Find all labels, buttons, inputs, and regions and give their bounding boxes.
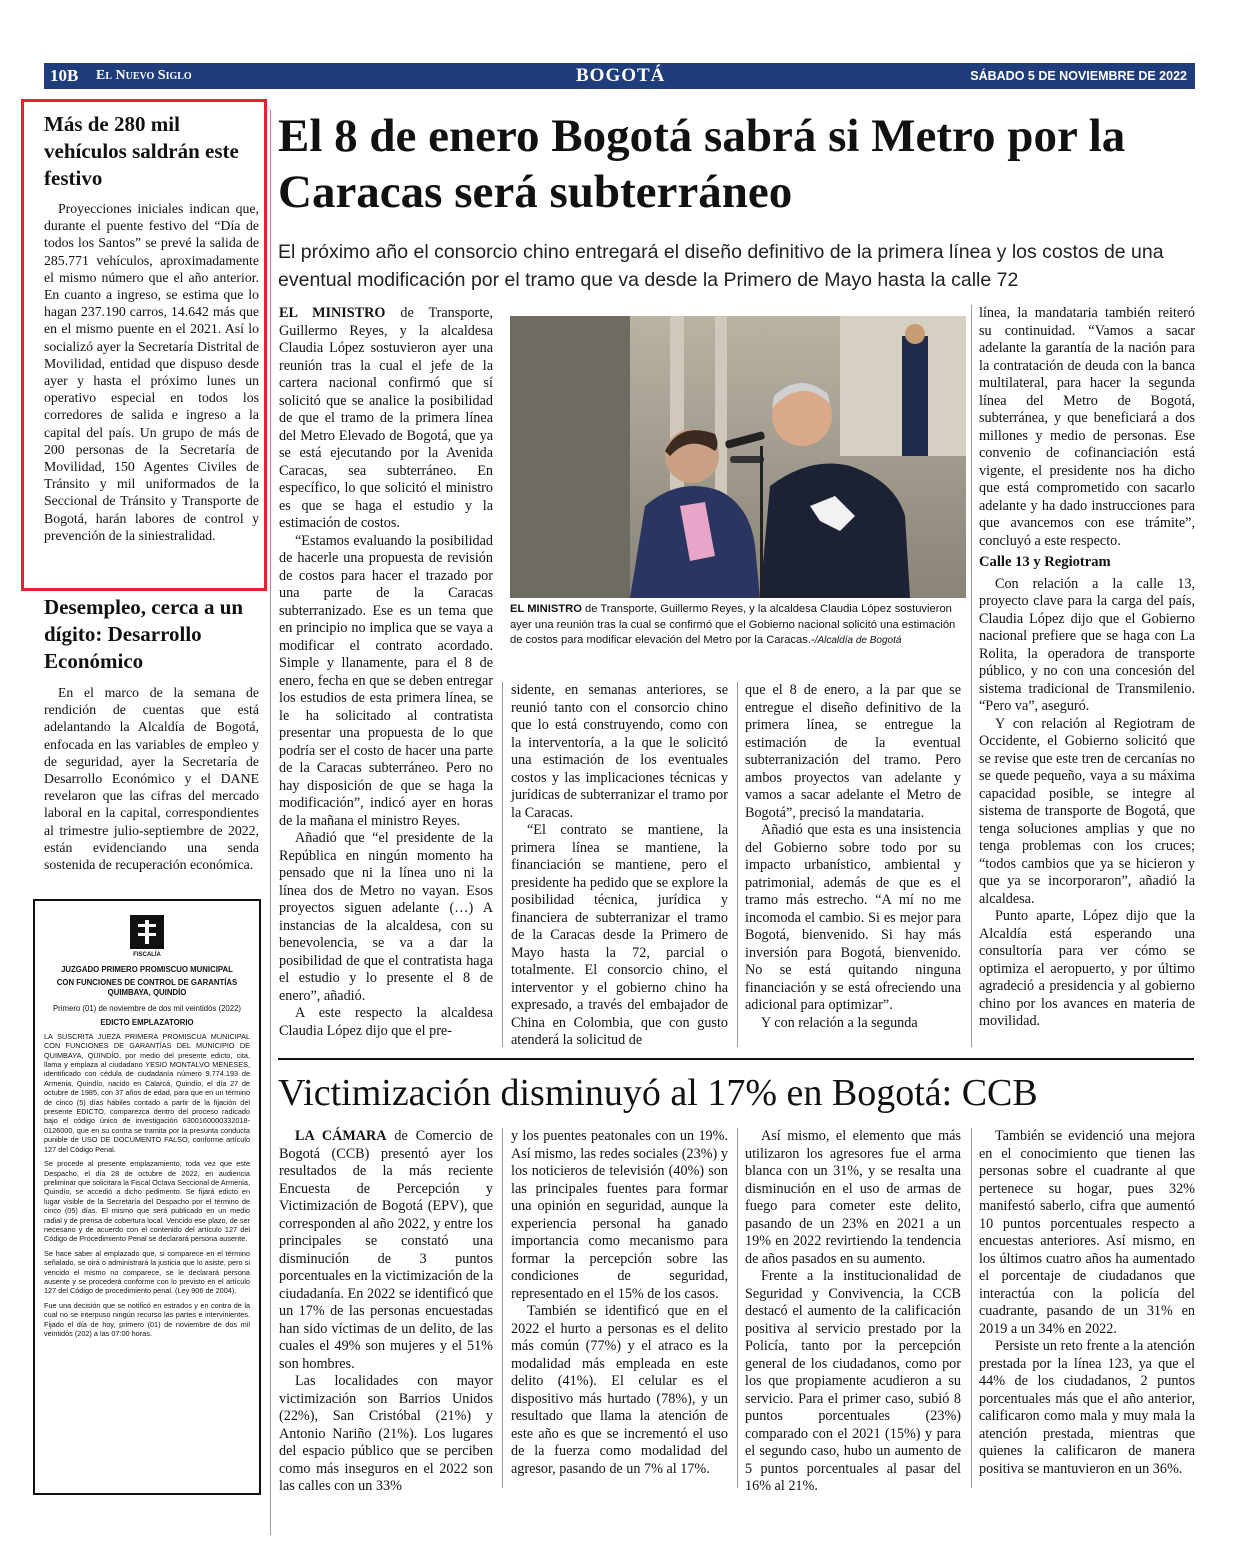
column-divider [971, 305, 972, 1047]
section-divider [278, 1058, 1194, 1060]
sidebar-headline: Más de 280 mil vehículos saldrán este festivo [44, 112, 239, 190]
column-divider [502, 682, 503, 1047]
scales-icon [130, 915, 164, 949]
column-divider [737, 682, 738, 1047]
publication-date: SÁBADO 5 DE NOVIEMBRE DE 2022 [970, 69, 1187, 83]
article2-column-4: También se evidenció una mejora en el conocimiento que tienen las personas sobre el cuadrante al que pertenece su hogar, pues 32% manifestó saberlo, cifra que aumentó 10 puntos porcentuales respecto a encuestas anteriores. Así mismo, en los últimos cuatro años ha aumentado el porcentaje de ciudadanos que interactúa con la policía del cuadrante, pasando de un 31% en 2019 a un 34% en 2022. Persiste un reto frente a la atención prestada por la línea 123, ya que el 44% de los ciudadanos, 2 puntos porcentuales más que el año anterior, calificaron como mala y muy mala la atención prestada, mientras que quienes la calificaron de manera positiva se mantuvieron en un 36%. [979, 1128, 1195, 1477]
lead-word: EL MINISTRO [279, 305, 386, 321]
legal-notice-box: FISCALÍA JUZGADO PRIMERO PROMISCUO MUNICIPAL CON FUNCIONES DE CONTROL DE GARANTÍAS QUIMBAYA, QUINDÍO Primero (01) de noviembre de dos mil veintidós (2022) EDICTO EMPLAZATORIO LA SUSCRITA JUEZA PRIMERA PROMISCUA MUNICIPAL CON FUNCIONES DE GARANTÍAS DEL MUNICIPIO DE QUIMBAYA, QUINDÍO, por medio del presente edicto, cita, llama y emplaza al ciudadano YESID MONTALVO MENESES, identificado con cédula de ciudadanía número 9.774.193 de Armenia, Quindío, nacido en Calarcá, Quindío, el día 27 de octubre de 1985, con 37 años de edad, para que en un término de cinco (5) días hábiles contado a partir de la fijación del presente EDICTO, comparezca dentro del proceso radicado bajo el código único de investigación 630016000033201​8-0126000, que en su contra se tramita por la presunta conducta punible de USO DE DOCUMENTO FALSO, conforme artículo 127 del Código Penal. Se procede al presente emplazamiento, toda vez que este Despacho, el día 28 de octubre de 2022, en audiencia preliminar que solicitara la Fiscal Octava Seccional de Armenia, Quindío, se accedió a dicho pedimento. Se fijará edicto en lugar visible de la Secretaría del Despacho por el término de cinco (05) días. El mismo que será publicado en un medio radial y de prensa de cobertura local. Vencido ese plazo, de ser necesario y de acuerdo con el contenido del artículo 127 del Código de Procedimiento Penal se declarará persona ausente. Se hace saber al emplazado que, si comparece en el término señalado, se oirá o administrará la justicia que lo asiste, pero si vencido el mismo no comparece, se le declarará persona ausente y se procederá conforme con lo previsto en el artículo 127 del Código de procedimiento penal. (Ley 906 de 2004). Fue una decisión que se notificó en estrados y en contra de la cual no se interpuso ningún recurso las partes e intervinientes. Fijado el día de hoy, primero (01) de noviembre de dos mil veintidós (202) a las 07:00 horas. [33, 899, 261, 1495]
notice-paragraph: Se procede al presente emplazamiento, toda vez que este Despacho, el día 28 de octubre de 2022, en audiencia preliminar que solicitara la Fiscal Octava Seccional de Armenia, Quindío, se accedió a dicho pedimento. Se fijará edicto en lugar visible de la Secretaría del Despacho por el término de cinco (05) días. El mismo que será publicado en un medio radial y de prensa de cobertura local. Vencido ese plazo, de ser necesario y de acuerdo con el contenido del artículo 127 del Código de Procedimiento Penal se declarará persona ausente. [44, 1159, 250, 1244]
page-header-bar [44, 63, 1195, 89]
article2-column-1: LA CÁMARA de Comercio de Bogotá (CCB) presentó ayer los resultados de la más reciente Encuesta de Percepción y Victimización de Bogotá (EPV), que corresponden al año 2022, y entre los principales se constató una disminución de 3 puntos porcentuales en la victimización de la ciudadanía. En 2022 se identificó que un 17% de las personas encuestadas han sido víctimas de un delito, de las cuales el 49% son mujeres y el 51% son hombres. Las localidades con mayor victimización son Barrios Unidos (22%), San Cristóbal (21%) y Antonio Nariño (21%). Los lugares del espacio público que se perciben como más inseguros en el 2022 son las calles con un 33% [279, 1128, 494, 1494]
sidebar-body: En el marco de la semana de rendición de cuentas que está adelantando la Alcaldía de Bogotá, enfocada en las variables de empleo y de seguridad, ayer la Secretaría de Desarrollo Económico y el DANE revelaron que las cifras del mercado laboral en la capital, correspondientes al trimestre julio-septiembre de 2022, están evidenciando una senda sostenida de recuperación económica. [44, 685, 259, 873]
article-column-1: EL MINISTRO de Transporte, Guillermo Reyes, y la alcaldesa Claudia López sostuvieron ayer una reunión tras la cual el jefe de la cartera nacional confirmó que sí solicitó que se analice la posibilidad de que el tramo de la primera línea del Metro Elevado de Bogotá, que ya se está ejecutando por la Avenida Caracas, sea subterráneo. En específico, lo que solicitó el ministro es que se haga el estudio y la estimación de costos. “Estamos evaluando la posibilidad de hacerle una propuesta de revisión de costos para hacer el trazado por una parte de la Caracas subterranizado. Ese es un tema que en principio no implica que se vaya a modificar el contrato acordado. Simple y llanamente, para el 8 de enero, fecha en que se deben entregar los estudios de esta primera línea, se le ha solicitado al contratista presentar una propuesta de lo que podría ser el costo de hacer una parte de la Caracas subterráneo. Pero no hay disposición de que se haga la modificación”, indicó ayer en horas de la mañana el ministro Reyes. Añadió que “el presidente de la República en ningún momento ha pensado que ni la línea uno ni la línea dos de Metro no vayan. Esos proyectos siguen adelante (…) A instancias de la alcaldesa, con su benevolencia, se va a dar la posibilidad de que el contratista haga el estudio y lo presente el 8 de enero”, añadió. A este respecto la alcaldesa Claudia López dijo que el pre- [279, 305, 493, 1039]
article-deck: El próximo año el consorcio chino entregará el diseño definitivo de la primera línea y los costos de una eventual modificación por el tramo que va desde la Primero de Mayo hasta la calle 72 [278, 241, 1164, 291]
officials-press-photo [510, 316, 966, 598]
column-divider [502, 1128, 503, 1488]
page-number: 10B [50, 66, 79, 85]
newspaper-name: El Nuevo Siglo [96, 68, 192, 83]
notice-paragraph: Se hace saber al emplazado que, si comparece en el término señalado, se oirá o administrará la justicia que lo asiste, pero si vencido el mismo no comparece, se le declarará persona ausente y se procederá conforme con lo previsto en el artículo 127 del Código de procedimiento penal. (Ley 906 de 2004). [44, 1248, 250, 1296]
subheading: Calle 13 y Regiotram [979, 554, 1111, 570]
article2-column-2: y los puentes peatonales con un 19%. Así mismo, las redes sociales (23%) y los noticieros de televisión (40%) son las principales fuentes para formar una opinión en seguridad, aunque la experiencia personal ha ganado importancia como mecanismo para formar la percepción sobre las condiciones de seguridad, representado en el 15% de los casos. También se identificó que en el 2022 el hurto a personas es el delito más común (77%) y el atraco es la modalidad más empleada en este delito (41%). El celular es el dispositivo más hurtado (78%), y un resultado que llama la atención de este año es que se incrementó el uso de la fuerza como modalidad del agresor, pasando de un 7% al 17%. [511, 1128, 728, 1477]
notice-paragraph: LA SUSCRITA JUEZA PRIMERA PROMISCUA MUNICIPAL CON FUNCIONES DE GARANTÍAS DEL MUNICIPIO DE QUIMBAYA, QUINDÍO, por medio del presente edicto, cita, llama y emplaza al ciudadano YESID MONTALVO MENESES, identificado con cédula de ciudadanía número 9.774.193 de Armenia, Quindío, nacido en Calarcá, Quindío, el día 27 de octubre de 1985, con 37 años de edad, para que en un término de cinco (5) días hábiles contado a partir de la fijación del presente EDICTO, comparezca dentro del proceso radicado bajo el código único de investigación 630016000033201​8-0126000, que en su contra se tramita por la presunta conducta punible de USO DE DOCUMENTO FALSO, conforme artículo 127 del Código Penal. [44, 1031, 250, 1154]
secondary-headline: Victimización disminuyó al 17% en Bogotá: CCB [278, 1072, 1038, 1114]
main-headline: El 8 de enero Bogotá sabrá si Metro por la Caracas será subterráneo [278, 110, 1126, 218]
article-column-4: línea, la mandataria también reiteró su continuidad. “Vamos a sacar adelante la garantía de la nación para la contratación de deuda con la banca multilateral, para hacer la segunda línea del Metro de Bogotá, subterránea, y que beneficiará a dos millones y medio de personas. Ese convenio de cofinanciación está vigente, el presidente nos ha dicho que está comprometido con sacarlo adelante y ha dado instrucciones para que avancemos con ese trámite”, concluyó a este respecto. Calle 13 y Regiotram Con relación a la calle 13, proyecto clave para la carga del país, Claudia López dijo que el Gobierno nacional prefiere que se haga con La Rolita, la operadora de transporte público, y no con una concesión del sistema tradicional de Transmilenio. “Pero va”, aseguró. Y con relación al Regiotram de Occidente, el Gobierno solicitó que se revise que este tren de cercanías no se quede pequeño, vaya a su máxima capacidad posible, se integre al sistema de transporte de Bogotá, que tenga soluciones amplias y que no tenga problemas con los cruces; “todos cambios que ya se hicieron y que ya se incorporaron”, añadió la alcaldesa. Punto aparte, López dijo que la Alcaldía está esperando una consultoría para ver cómo se optimiza el aeropuerto, y por último agradeció a presidencia y al gobierno chino por los avances en materia de movilidad. [979, 305, 1195, 1029]
sidebar-body: Proyecciones iniciales indican que, durante el puente festivo del “Día de todos los Santos” se prevé la salida de 285.771 vehículos, aproximadamente el mismo número que el año anterior. En cuanto a ingreso, se estima que lo hagan 237.190 carros, 14.642 más que en el mismo puente en el 2021. Así lo socializó ayer la Secretaría Distrital de Movilidad, entidad que dispuso desde ayer y hasta el próximo lunes un operativo especial en todos los corredores de salida e ingreso a la capital del país. Un grupo de más de 200 personas de la Secretaría de Movilidad, 150 Agentes Civiles de Tránsito y mil uniformados de la Seccional de Tránsito y Transporte de Bogotá, harán labores de control y prevención de la siniestralidad. [44, 201, 259, 543]
column-divider [737, 1128, 738, 1488]
column-divider [270, 110, 271, 1535]
article2-column-3: Así mismo, el elemento que más utilizaron los agresores fue el arma blanca con un 31%, y se resalta una disminución en el uso de armas de fuego para cometer este delito, pasando de un 23% en 2021 a un 19% en 2022 revirtiendo la tendencia de años pasados en su aumento. Frente a la institucionalidad de Seguridad y Convivencia, la CCB destacó el aumento de la calificación positiva al servicio prestado por la Policía, tanto por la percepción general de los ciudadanos, como por los que propiamente acudieron a su servicio. Para el primer caso, subió 8 puntos porcentuales (23%) comparado con el 2021 (15%) y para el segundo caso, hubo un aumento de 5 puntos porcentuales al pasar del 16% al 21%. [745, 1128, 961, 1494]
photo-caption: EL MINISTRO de Transporte, Guillermo Reyes, y la alcaldesa Claudia López sostuvieron ayer una reunión tras la cual se confirmó que el Gobierno nacional solicitó una estimación de costos para modificar elevación del Metro por la Caracas.-/Alcaldía de Bogotá [510, 603, 956, 646]
article-column-2: sidente, en semanas anteriores, se reunió tanto con el consorcio chino que lo está construyendo, como con la interventoría, a la que le solicitó una estimación de los eventuales costos y las implicaciones técnicas y jurídicas de subterranizar el tramo por la Caracas. “El contrato se mantiene, la primera línea se mantiene, la financiación se mantiene, pero el presidente ha pedido que se explore la posibilidad técnica, jurídica y financiera de subterranizar el tramo de la Caracas desde la Primero de Mayo hasta la 72, parcial o totalmente. El consorcio chino, el interventor y el gobierno chino ha expresado, a través del embajador de China en Colombia, que con gusto atenderá la solicitud de [511, 682, 728, 1048]
sidebar-story-employment [44, 594, 259, 873]
notice-paragraph: Fue una decisión que se notificó en estrados y en contra de la cual no se interpuso ningún recurso las partes e intervinientes. Fijado el día de hoy, primero (01) de noviembre de dos mil veintidós (202) a las 07:00 horas. [44, 1300, 250, 1338]
sidebar-story-traffic [44, 111, 259, 544]
lead-word: LA CÁMARA [295, 1128, 387, 1144]
column-divider [971, 1128, 972, 1488]
fiscalia-logo: FISCALÍA [44, 915, 250, 961]
section-name: BOGOTÁ [576, 65, 666, 86]
article-column-3: que el 8 de enero, a la par que se entregue el diseño definitivo de la primera línea, se entregue la estimación de la eventual subterranización del tramo. Pero ambos proyectos van adelante y vamos a sacar adelante el Metro de Bogotá”, precisó la mandataria. Añadió que esta es una insistencia del Gobierno sobre todo por su impacto urbanístico, ambiental y patrimonial, además de que es el tramo más estrecho. “A mí no me incomoda el cambio. Si es mejor para Bogotá, bienvenido. Si hay más inversión para Bogotá, bienvenido. No se está quitando ninguna financiación y se está ofreciendo una adicional para optimizar”. Y con relación a la segunda [745, 682, 961, 1031]
sidebar-headline: Desempleo, cerca a un dígito: Desarrollo Económico [44, 595, 244, 673]
news-photo [510, 316, 966, 598]
